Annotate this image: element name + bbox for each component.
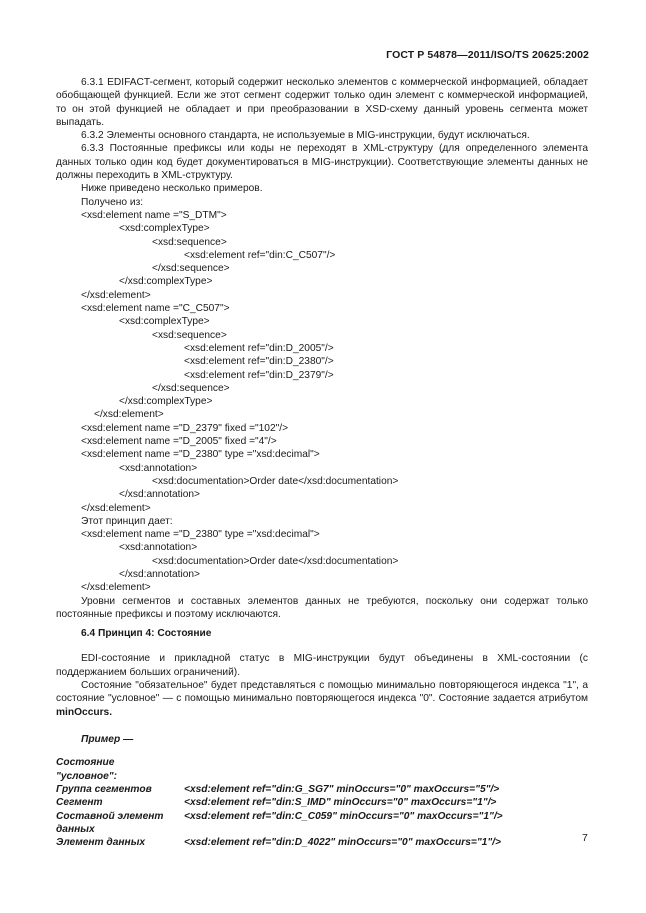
example-row-code: <xsd:element ref="din:C_C059" minOccurs="0" maxOccurs="1"/> xyxy=(184,810,503,822)
code-line: <xsd:element ref="din:D_2379"/> xyxy=(184,369,334,381)
code-block-after xyxy=(56,528,588,594)
code-line: <xsd:complexType> xyxy=(119,223,210,235)
code-line: <xsd:element name ="D_2005" fixed ="4"/> xyxy=(81,436,277,448)
code-line: </xsd:sequence> xyxy=(152,263,230,275)
document-header: ГОСТ Р 54878—2011/ISO/TS 20625:2002 xyxy=(386,49,589,61)
examples-intro: Ниже приведено несколько примеров. xyxy=(81,183,263,195)
code-line: <xsd:element ref="din:C_C507"/> xyxy=(184,249,336,261)
page-number: 7 xyxy=(582,832,588,844)
example-row-label: Сегмент xyxy=(56,797,103,809)
paragraph-6-4-2 xyxy=(56,679,588,719)
code-line: <xsd:complexType> xyxy=(119,316,210,328)
paragraph-6-3-1: 6.3.1 EDIFACT-сегмент, который содержит несколько элементов с коммерческой информацией, обладает обобщающей функцией. Если же этот сегмент содержит только один элемент с коммерческой информацией, то он этой функцией не обладает и при преобразовании в XSD-схему данный уровень сегмента может выпадать. xyxy=(56,77,588,128)
code-line: <xsd:element name ="D_2380" type ="xsd:decimal"> xyxy=(81,529,320,541)
code-line: <xsd:element name ="C_C507"> xyxy=(81,303,230,315)
code-line: </xsd:complexType> xyxy=(119,396,213,408)
obtained-from-label: Получено из: xyxy=(81,196,144,208)
paragraph-6-4-1: EDI-состояние и прикладной статус в MIG-инструкции будут объединены в XML-состоянии (с поддержанием больших ограничений). xyxy=(56,653,588,678)
example-title: Пример — xyxy=(81,733,134,745)
example-row-code: <xsd:element ref="din:G_SG7" minOccurs="0" maxOccurs="5"/> xyxy=(184,784,500,796)
code-line: </xsd:annotation> xyxy=(119,568,200,580)
example-row xyxy=(56,796,588,809)
code-block-before xyxy=(56,209,588,515)
code-line: </xsd:element> xyxy=(81,289,151,301)
example-state-row xyxy=(56,770,588,783)
example-row xyxy=(56,823,588,836)
code-line: <xsd:sequence> xyxy=(152,236,227,248)
example-state-label: Состояние xyxy=(56,757,115,769)
example-block xyxy=(56,733,588,850)
example-row-code: <xsd:element ref="din:D_4022" minOccurs="0" maxOccurs="1"/> xyxy=(184,837,501,849)
min-occurs-term: minOccurs. xyxy=(56,706,113,718)
example-row-label: Группа сегментов xyxy=(56,784,152,796)
example-row-label: Составной элемент xyxy=(56,810,164,822)
example-row xyxy=(56,810,588,823)
section-heading-6-4: 6.4 Принцип 4: Состояние xyxy=(81,628,212,640)
code-line: <xsd:annotation> xyxy=(119,462,198,474)
example-state-row xyxy=(56,756,588,769)
example-row xyxy=(56,783,588,796)
code-line: </xsd:sequence> xyxy=(152,382,230,394)
levels-note: Уровни сегментов и составных элементов данных не требуются, поскольку они содержат только постоянные префиксы и поэтому исключаются. xyxy=(56,595,588,620)
code-line: <xsd:sequence> xyxy=(152,329,227,341)
code-line: </xsd:element> xyxy=(81,502,151,514)
code-line: <xsd:documentation>Order date</xsd:documentation> xyxy=(152,475,399,487)
code-line: <xsd:annotation> xyxy=(119,542,198,554)
principle-gives-label: Этот принцип дает: xyxy=(81,515,173,527)
code-line: </xsd:complexType> xyxy=(119,276,213,288)
paragraph-6-3-3: 6.3.3 Постоянные префиксы или коды не переходят в XML-структуру (для определенного элемента данных только один код будет документироваться в MIG-инструкции). Соответствующие элементы данных не должны переходить в XML-структуру. xyxy=(56,143,588,182)
example-state-value: "условное": xyxy=(56,770,118,782)
code-line: </xsd:annotation> xyxy=(119,489,200,501)
paragraph-6-3-2: 6.3.2 Элементы основного стандарта, не используемые в MIG-инструкции, будут исключаться. xyxy=(81,130,530,142)
example-row-code: <xsd:element ref="din:S_IMD" minOccurs="0" maxOccurs="1"/> xyxy=(184,797,497,809)
code-line: <xsd:element name ="S_DTM"> xyxy=(81,209,227,221)
code-line: </xsd:element> xyxy=(94,409,164,421)
code-line: </xsd:element> xyxy=(81,582,151,594)
code-line: <xsd:element name ="D_2379" fixed ="102"/> xyxy=(81,422,289,434)
example-row xyxy=(56,836,588,849)
code-line: <xsd:documentation>Order date</xsd:documentation> xyxy=(152,555,399,567)
page-body xyxy=(56,76,588,850)
example-row-label: данных xyxy=(56,823,95,835)
example-row-label: Элемент данных xyxy=(56,837,146,849)
code-line: <xsd:element ref="din:D_2380"/> xyxy=(184,356,334,368)
example-row-code xyxy=(184,823,588,836)
code-line: <xsd:element name ="D_2380" type ="xsd:decimal"> xyxy=(81,449,320,461)
paragraph-6-4-2-text: Состояние "обязательное" будет представляться с помощью минимально повторяющегося индекса "1", а состояние "условное" — с помощью минимально повторяющегося индекса "0". Состояние задается атрибутом xyxy=(56,680,588,705)
code-line: <xsd:element ref="din:D_2005"/> xyxy=(184,342,334,354)
